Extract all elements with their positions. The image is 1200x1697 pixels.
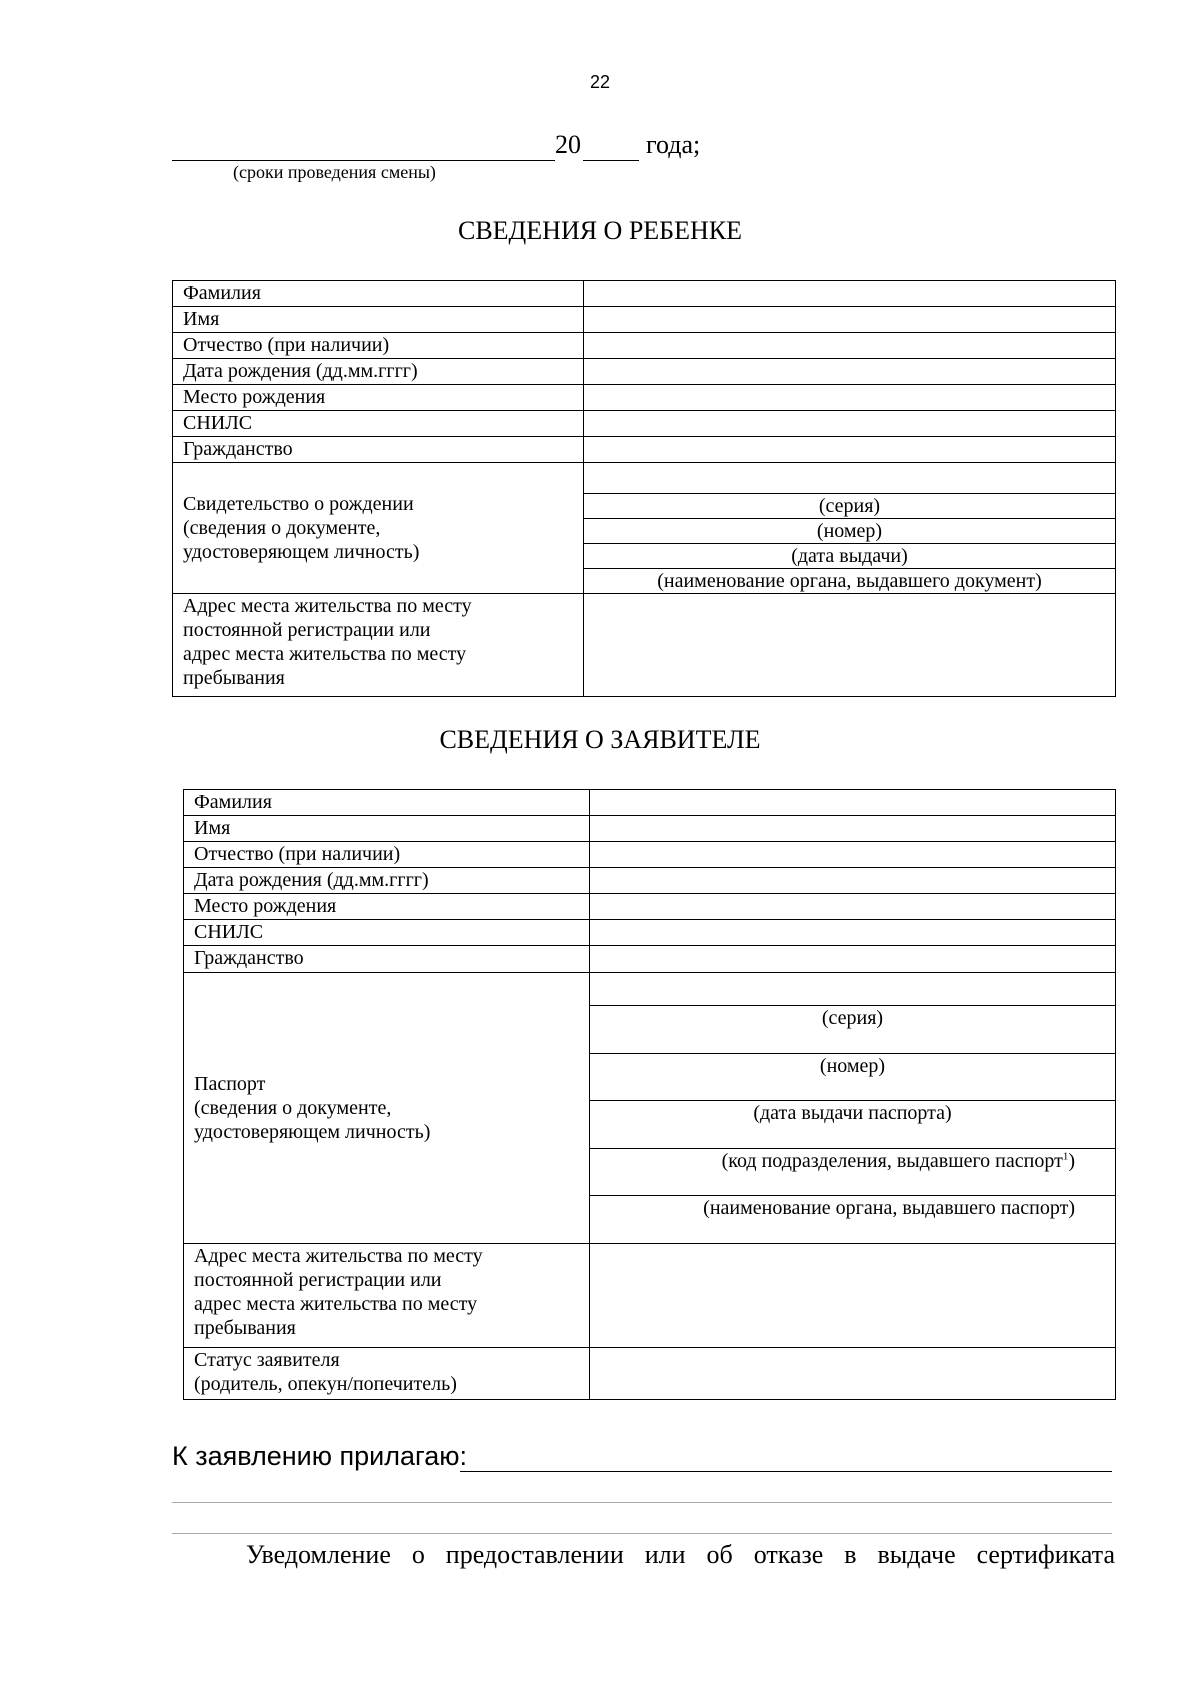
row-label: Гражданство bbox=[173, 437, 584, 463]
applicant-row-surname bbox=[184, 790, 1116, 816]
passport-series-field[interactable]: (серия) bbox=[590, 1005, 1115, 1053]
applicant-birthdate-field[interactable] bbox=[590, 868, 1116, 894]
attachments-line-1[interactable] bbox=[460, 1471, 1112, 1472]
applicant-citizenship-field[interactable] bbox=[590, 946, 1116, 973]
passport-fields bbox=[590, 973, 1116, 1244]
applicant-row-birthdate bbox=[184, 868, 1116, 894]
applicant-row-name bbox=[184, 816, 1116, 842]
applicant-row-address bbox=[184, 1244, 1116, 1348]
birth-certificate-number-field[interactable]: (номер) bbox=[584, 518, 1115, 543]
row-label: Отчество (при наличии) bbox=[173, 333, 584, 359]
passport-number-field[interactable]: (номер) bbox=[590, 1053, 1115, 1100]
row-label: Место рождения bbox=[184, 894, 590, 920]
child-row-birthdate bbox=[173, 359, 1116, 385]
child-row-birthplace bbox=[173, 385, 1116, 411]
period-dates-blank[interactable] bbox=[172, 160, 555, 161]
attachments-line-2[interactable] bbox=[172, 1502, 1112, 1503]
applicant-snils-field[interactable] bbox=[590, 920, 1116, 946]
passport-blank[interactable] bbox=[590, 973, 1115, 1005]
passport-issuer-field[interactable]: (наименование органа, выдавшего паспорт) bbox=[590, 1195, 1115, 1243]
row-label: Имя bbox=[184, 816, 590, 842]
applicant-row-citizenship bbox=[184, 946, 1116, 973]
child-snils-field[interactable] bbox=[584, 411, 1116, 437]
passport-issue-date-field[interactable]: (дата выдачи паспорта) bbox=[590, 1100, 1115, 1148]
birth-certificate-label: Свидетельство о рождении (сведения о документе, удостоверяющем личность) bbox=[173, 463, 584, 594]
child-name-field[interactable] bbox=[584, 307, 1116, 333]
applicant-birthplace-field[interactable] bbox=[590, 894, 1116, 920]
applicant-row-birthplace bbox=[184, 894, 1116, 920]
period-year-suffix: года; bbox=[646, 130, 701, 159]
attachments-line-3[interactable] bbox=[172, 1533, 1112, 1534]
applicant-surname-field[interactable] bbox=[590, 790, 1116, 816]
notice-paragraph: Уведомление о предоставлении или об отказе в выдаче сертификата bbox=[246, 1540, 1115, 1569]
applicant-name-field[interactable] bbox=[590, 816, 1116, 842]
row-label: Гражданство bbox=[184, 946, 590, 973]
applicant-address-label: Адрес места жительства по месту постоянной регистрации или адрес места жительства по месту пребывания bbox=[184, 1244, 590, 1348]
row-label: Имя bbox=[173, 307, 584, 333]
page-number: 22 bbox=[589, 72, 611, 92]
row-label: Отчество (при наличии) bbox=[184, 842, 590, 868]
child-row-address bbox=[173, 593, 1116, 696]
child-row-snils bbox=[173, 411, 1116, 437]
period-caption: (сроки проведения смены) bbox=[233, 162, 436, 182]
child-row-patronymic bbox=[173, 333, 1116, 359]
applicant-section-heading: СВЕДЕНИЯ О ЗАЯВИТЕЛЕ bbox=[439, 725, 761, 754]
row-label: Дата рождения (дд.мм.гггг) bbox=[184, 868, 590, 894]
attachments-label: К заявлению прилагаю: bbox=[172, 1441, 467, 1471]
passport-label: Паспорт (сведения о документе, удостоверяющем личность) bbox=[184, 973, 590, 1244]
applicant-row-passport bbox=[184, 973, 1116, 1244]
child-info-table bbox=[172, 280, 1116, 697]
birth-certificate-blank[interactable] bbox=[584, 463, 1115, 493]
child-row-birth-certificate bbox=[173, 463, 1116, 594]
child-citizenship-field[interactable] bbox=[584, 437, 1116, 463]
child-row-citizenship bbox=[173, 437, 1116, 463]
child-surname-field[interactable] bbox=[584, 281, 1116, 307]
period-year-prefix: 20 bbox=[555, 130, 581, 159]
applicant-address-field[interactable] bbox=[590, 1244, 1116, 1348]
footnote-mark: 1 bbox=[1062, 1149, 1069, 1162]
applicant-row-snils bbox=[184, 920, 1116, 946]
child-birthdate-field[interactable] bbox=[584, 359, 1116, 385]
applicant-status-field[interactable] bbox=[590, 1348, 1116, 1400]
applicant-row-patronymic bbox=[184, 842, 1116, 868]
row-label: Фамилия bbox=[173, 281, 584, 307]
child-address-field[interactable] bbox=[584, 593, 1116, 696]
child-address-label: Адрес места жительства по месту постоянной регистрации или адрес места жительства по месту пребывания bbox=[173, 593, 584, 696]
row-label: СНИЛС bbox=[184, 920, 590, 946]
birth-certificate-fields bbox=[584, 463, 1116, 594]
period-year-blank[interactable] bbox=[583, 160, 639, 161]
applicant-status-label: Статус заявителя (родитель, опекун/попечитель) bbox=[184, 1348, 590, 1400]
child-row-surname bbox=[173, 281, 1116, 307]
child-section-heading: СВЕДЕНИЯ О РЕБЕНКЕ bbox=[457, 216, 742, 245]
row-label: СНИЛС bbox=[173, 411, 584, 437]
birth-certificate-issuer-field[interactable]: (наименование органа, выдавшего документ) bbox=[584, 568, 1115, 593]
row-label: Фамилия bbox=[184, 790, 590, 816]
child-birthplace-field[interactable] bbox=[584, 385, 1116, 411]
child-patronymic-field[interactable] bbox=[584, 333, 1116, 359]
applicant-row-status bbox=[184, 1348, 1116, 1400]
applicant-patronymic-field[interactable] bbox=[590, 842, 1116, 868]
passport-division-code-field[interactable]: (код подразделения, выдавшего паспорт$^1$) bbox=[590, 1148, 1115, 1195]
row-label: Дата рождения (дд.мм.гггг) bbox=[173, 359, 584, 385]
child-row-name bbox=[173, 307, 1116, 333]
row-label: Место рождения bbox=[173, 385, 584, 411]
applicant-info-table bbox=[183, 789, 1116, 1400]
birth-certificate-issue-date-field[interactable]: (дата выдачи) bbox=[584, 543, 1115, 568]
birth-certificate-series-field[interactable]: (серия) bbox=[584, 493, 1115, 518]
